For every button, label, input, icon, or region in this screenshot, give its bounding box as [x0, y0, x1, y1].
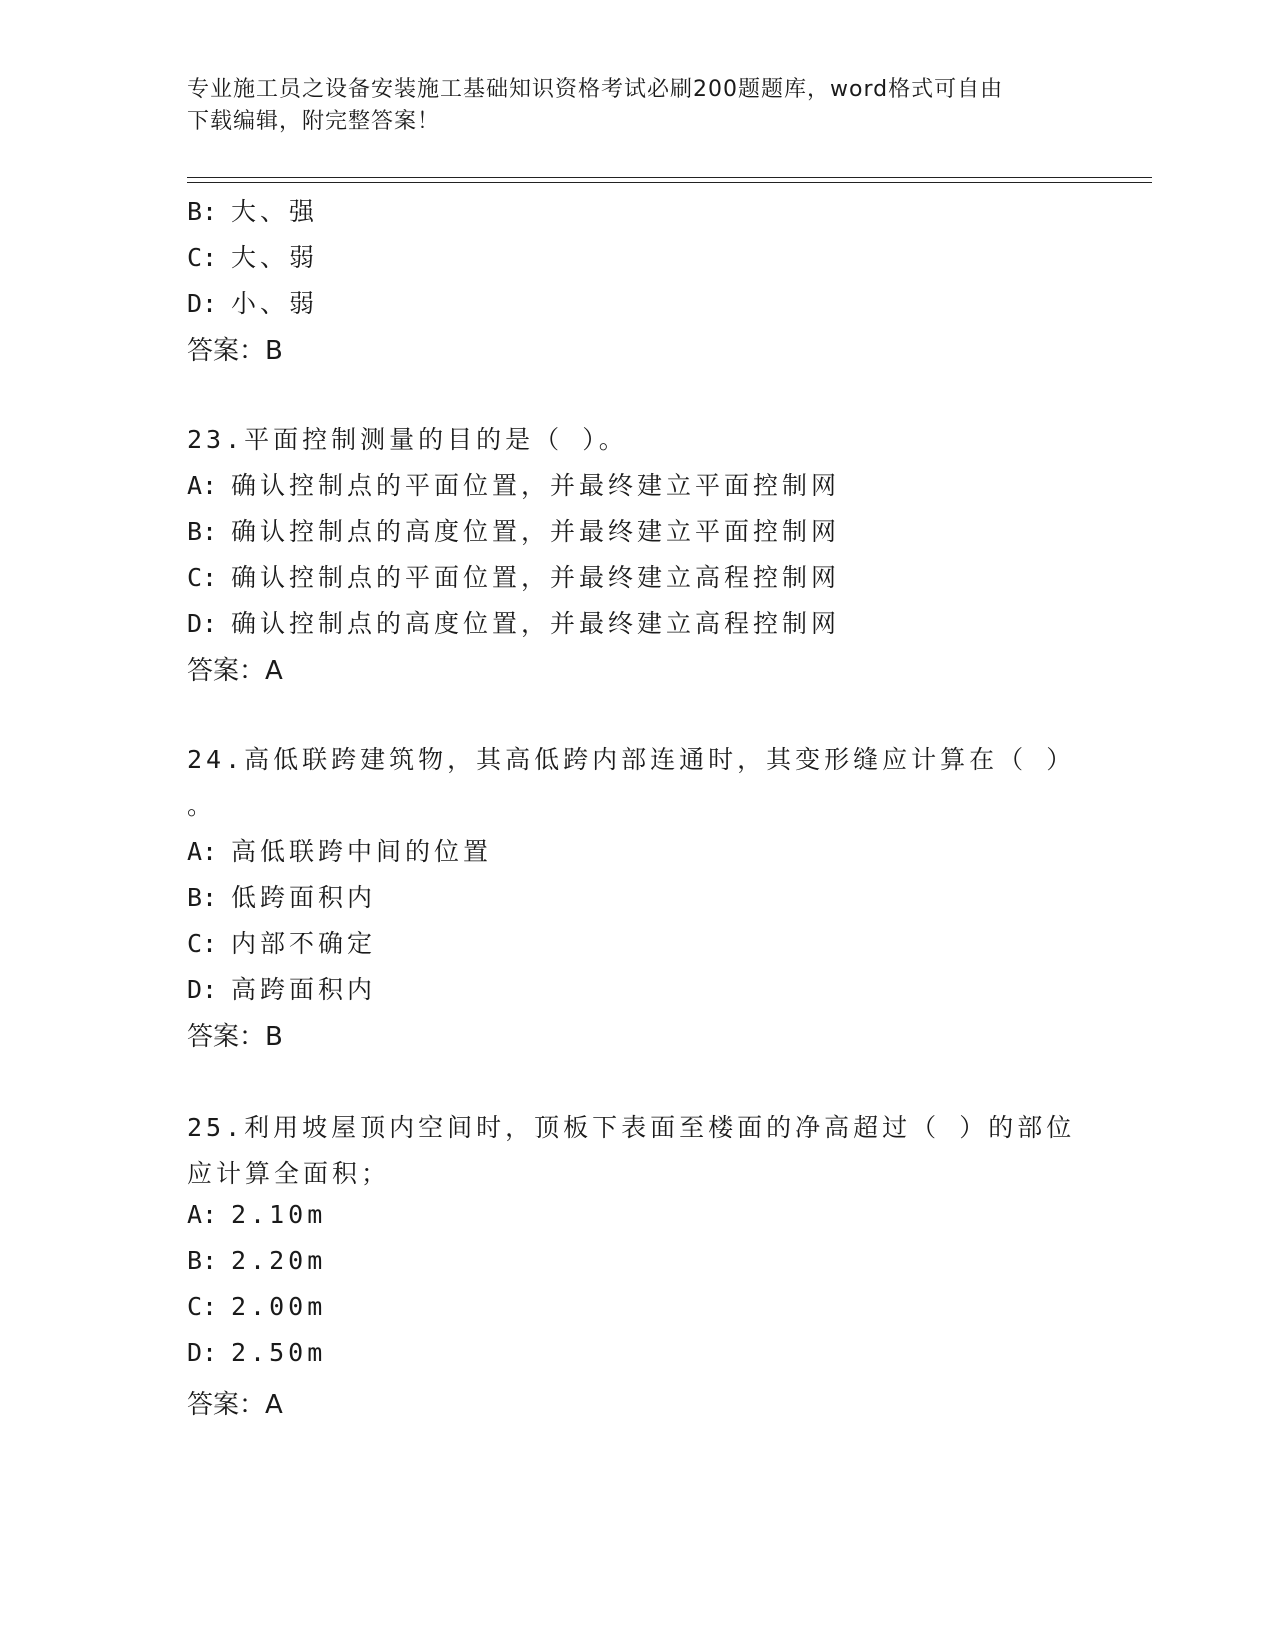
q24-option-a — [187, 832, 492, 868]
q22-option-d-label: D: — [187, 289, 218, 318]
q24-option-d-label: D: — [187, 975, 218, 1004]
q22-option-b-label: B: — [187, 197, 218, 226]
q24-option-c-text: 内部不确定 — [231, 929, 377, 958]
q23-option-b-text: 确认控制点的高度位置，并最终建立平面控制网 — [231, 517, 841, 546]
q23-option-c-label: C: — [187, 563, 218, 592]
q23-option-c — [187, 558, 840, 594]
q24-question-line-1: 24.高低联跨建筑物，其高低跨内部连通时，其变形缝应计算在（ ） — [187, 745, 1076, 774]
q25-answer: 答案：A — [187, 1390, 283, 1420]
q25-option-c — [187, 1292, 326, 1321]
q25-option-d — [187, 1338, 326, 1367]
q24-option-b — [187, 878, 376, 914]
q23-option-b — [187, 512, 840, 548]
q23-option-d-text: 确认控制点的高度位置，并最终建立高程控制网 — [231, 609, 841, 638]
q25-question-line-2: 应计算全面积； — [187, 1159, 391, 1188]
header-title-line-1: 专业施工员之设备安装施工基础知识资格考试必刷200题题库，word格式可自由 — [187, 77, 1004, 102]
q25-option-b — [187, 1246, 326, 1275]
q24-option-c — [187, 924, 376, 960]
q25-option-b-text: 2.20m — [231, 1246, 327, 1275]
q23-option-a — [187, 466, 840, 502]
q23-option-c-text: 确认控制点的平面位置，并最终建立高程控制网 — [231, 563, 841, 592]
q22-option-c-label: C: — [187, 243, 218, 272]
q24-option-a-label: A: — [187, 837, 218, 866]
q24-option-b-text: 低跨面积内 — [231, 883, 377, 912]
q25-question-line-1: 25.利用坡屋顶内空间时，顶板下表面至楼面的净高超过（ ）的部位 — [187, 1113, 1076, 1142]
q24-option-b-label: B: — [187, 883, 218, 912]
q23-option-d-label: D: — [187, 609, 218, 638]
q22-option-d — [187, 284, 318, 320]
q22-option-b — [187, 192, 318, 228]
q24-question-line-2: 。 — [187, 791, 217, 820]
q22-option-c — [187, 238, 318, 274]
q23-question: 23.平面控制测量的目的是（ ）。 — [187, 425, 628, 454]
header-divider-top — [187, 177, 1152, 178]
q24-option-d-text: 高跨面积内 — [231, 975, 377, 1004]
q25-option-d-text: 2.50m — [231, 1338, 327, 1367]
q23-option-d — [187, 604, 840, 640]
q25-option-d-label: D: — [187, 1338, 218, 1367]
q24-option-c-label: C: — [187, 929, 218, 958]
q23-option-a-text: 确认控制点的平面位置，并最终建立平面控制网 — [231, 471, 841, 500]
q25-option-c-label: C: — [187, 1292, 218, 1321]
q25-option-c-text: 2.00m — [231, 1292, 327, 1321]
q22-answer: 答案：B — [187, 336, 283, 366]
q23-answer: 答案：A — [187, 656, 283, 686]
q25-option-a-text: 2.10m — [231, 1200, 327, 1229]
q22-option-c-text: 大、弱 — [231, 243, 319, 272]
q24-option-a-text: 高低联跨中间的位置 — [231, 837, 493, 866]
header-title-line-2: 下载编辑，附完整答案！ — [187, 109, 441, 134]
document-header — [187, 74, 1067, 138]
q24-answer: 答案：B — [187, 1022, 283, 1052]
header-divider-bottom — [187, 182, 1152, 183]
q23-option-a-label: A: — [187, 471, 218, 500]
q25-option-a — [187, 1200, 326, 1229]
q25-option-b-label: B: — [187, 1246, 218, 1275]
q24-option-d — [187, 970, 376, 1006]
q22-option-d-text: 小、弱 — [231, 289, 319, 318]
q25-option-a-label: A: — [187, 1200, 218, 1229]
q22-option-b-text: 大、强 — [231, 197, 319, 226]
q23-option-b-label: B: — [187, 517, 218, 546]
